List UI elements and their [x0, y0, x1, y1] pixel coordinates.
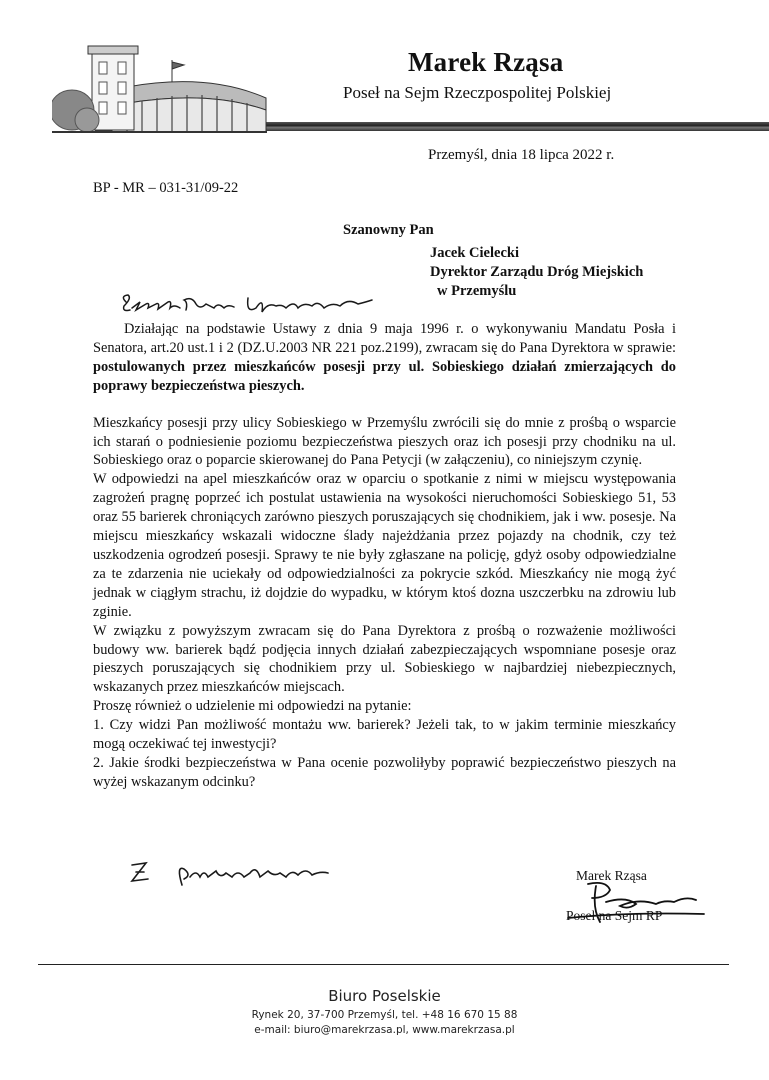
footer-rule	[38, 964, 729, 965]
paragraph-2: W odpowiedzi na apel mieszkańców oraz w oparciu o spotkanie z nimi w miejscu występowania zagrożeń pragnę poprzeć ich postulat ustawienia na wysokości nieruchomości Sobieskiego 51, 53 oraz 55 barierek chroniących zarówno pieszych poruszających się chodnikiem, jak i ww. posesje. Na miejscu mieszkańcy wskazali widoczne ślady najeżdżania przez pojazdy na chodnik, czy też uszkodzenia ogrodzeń posesji. Sprawy te nie były zgłaszane na policję, gdyż osoby odpowiedzialne za te zdarzenia nie uciekały od odpowiedzialności za pokrycie szkód. Mieszkańcy nie mogą żyć jednak w ciągłym strachu, iż dojdzie do wypadku, w którym ktoś dozna uszczerbku na zdrowiu lub zginie.	[93, 471, 676, 620]
question-1: 1. Czy widzi Pan możliwość montażu ww. barierek? Jeżeli tak, to w jakim terminie mieszkańcy mogą oczekiwać tej inwestycji?	[93, 717, 676, 753]
addressee-name: Jacek Cielecki	[430, 245, 519, 261]
handwritten-closing	[126, 855, 336, 895]
signature-name: Marek Rząsa	[576, 868, 647, 883]
intro-text: Działając na podstawie Ustawy z dnia 9 maja 1996 r. o wykonywaniu Mandatu Posła i Senatora, art.20 ust.1 i 2 (DZ.U.2003 NR 221 poz.2199), zwracam się do Pana Dyrektora w sprawie:	[93, 321, 676, 356]
addressee-position: Dyrektor Zarządu Dróg Miejskich	[430, 264, 644, 280]
intro-subject: postulowanych przez mieszkańców posesji przy ul. Sobieskiego działań zmierzających do poprawy bezpieczeństwa pieszych.	[93, 358, 676, 394]
addressee-city: w Przemyślu	[437, 283, 517, 299]
letterhead-name: Marek Rząsa	[408, 47, 564, 77]
footer-address: Rynek 20, 37-700 Przemyśl, tel. +48 16 670 15 88	[251, 1009, 518, 1021]
handwritten-greeting	[118, 290, 378, 320]
reference-number: BP - MR – 031-31/09-22	[93, 180, 239, 196]
sejm-building-logo	[52, 40, 267, 135]
footer-office: Biuro Poselskie	[328, 987, 441, 1005]
footer-contact: e-mail: biuro@marekrzasa.pl, www.marekrzasa.pl	[254, 1024, 515, 1036]
paragraph-3: W związku z powyższym zwracam się do Pana Dyrektora z prośbą o rozważenie możliwości budowy ww. barierek bądź podjęcia innych działań zabezpieczających wspomniane posesje oraz pieszych poruszających się chodnikiem przy ul. Sobieskiego w najbardziej niebezpiecznych, wskazanych przez mieszkańców miejscach.	[93, 622, 676, 696]
date-line: Przemyśl, dnia 18 lipca 2022 r.	[428, 147, 615, 163]
question-2: 2. Jakie środki bezpieczeństwa w Pana ocenie pozwoliłyby poprawić bezpieczeństwo pieszych na wyżej wskazanym odcinku?	[93, 754, 676, 790]
paragraph-4: Proszę również o udzielenie mi odpowiedzi na pytanie:	[93, 698, 412, 715]
intro-paragraph	[93, 320, 676, 396]
addressee-salutation: Szanowny Pan	[343, 222, 434, 238]
letter-body	[93, 320, 676, 792]
signature-title: Poseł na Sejm RP	[566, 908, 663, 923]
letterhead-title: Poseł na Sejm Rzeczpospolitej Polskiej	[343, 83, 612, 102]
paragraph-1: Mieszkańcy posesji przy ulicy Sobieskiego w Przemyślu zwrócili się do mnie z prośbą o wsparcie ich starań o podniesienie poziomu bezpieczeństwa pieszych oraz ich posesji przy chodniku na ul. Sobieskiego oraz o poparcie skierowanej do Pana Petycji (w załączeniu), co niniejszym czynię.	[93, 414, 676, 469]
